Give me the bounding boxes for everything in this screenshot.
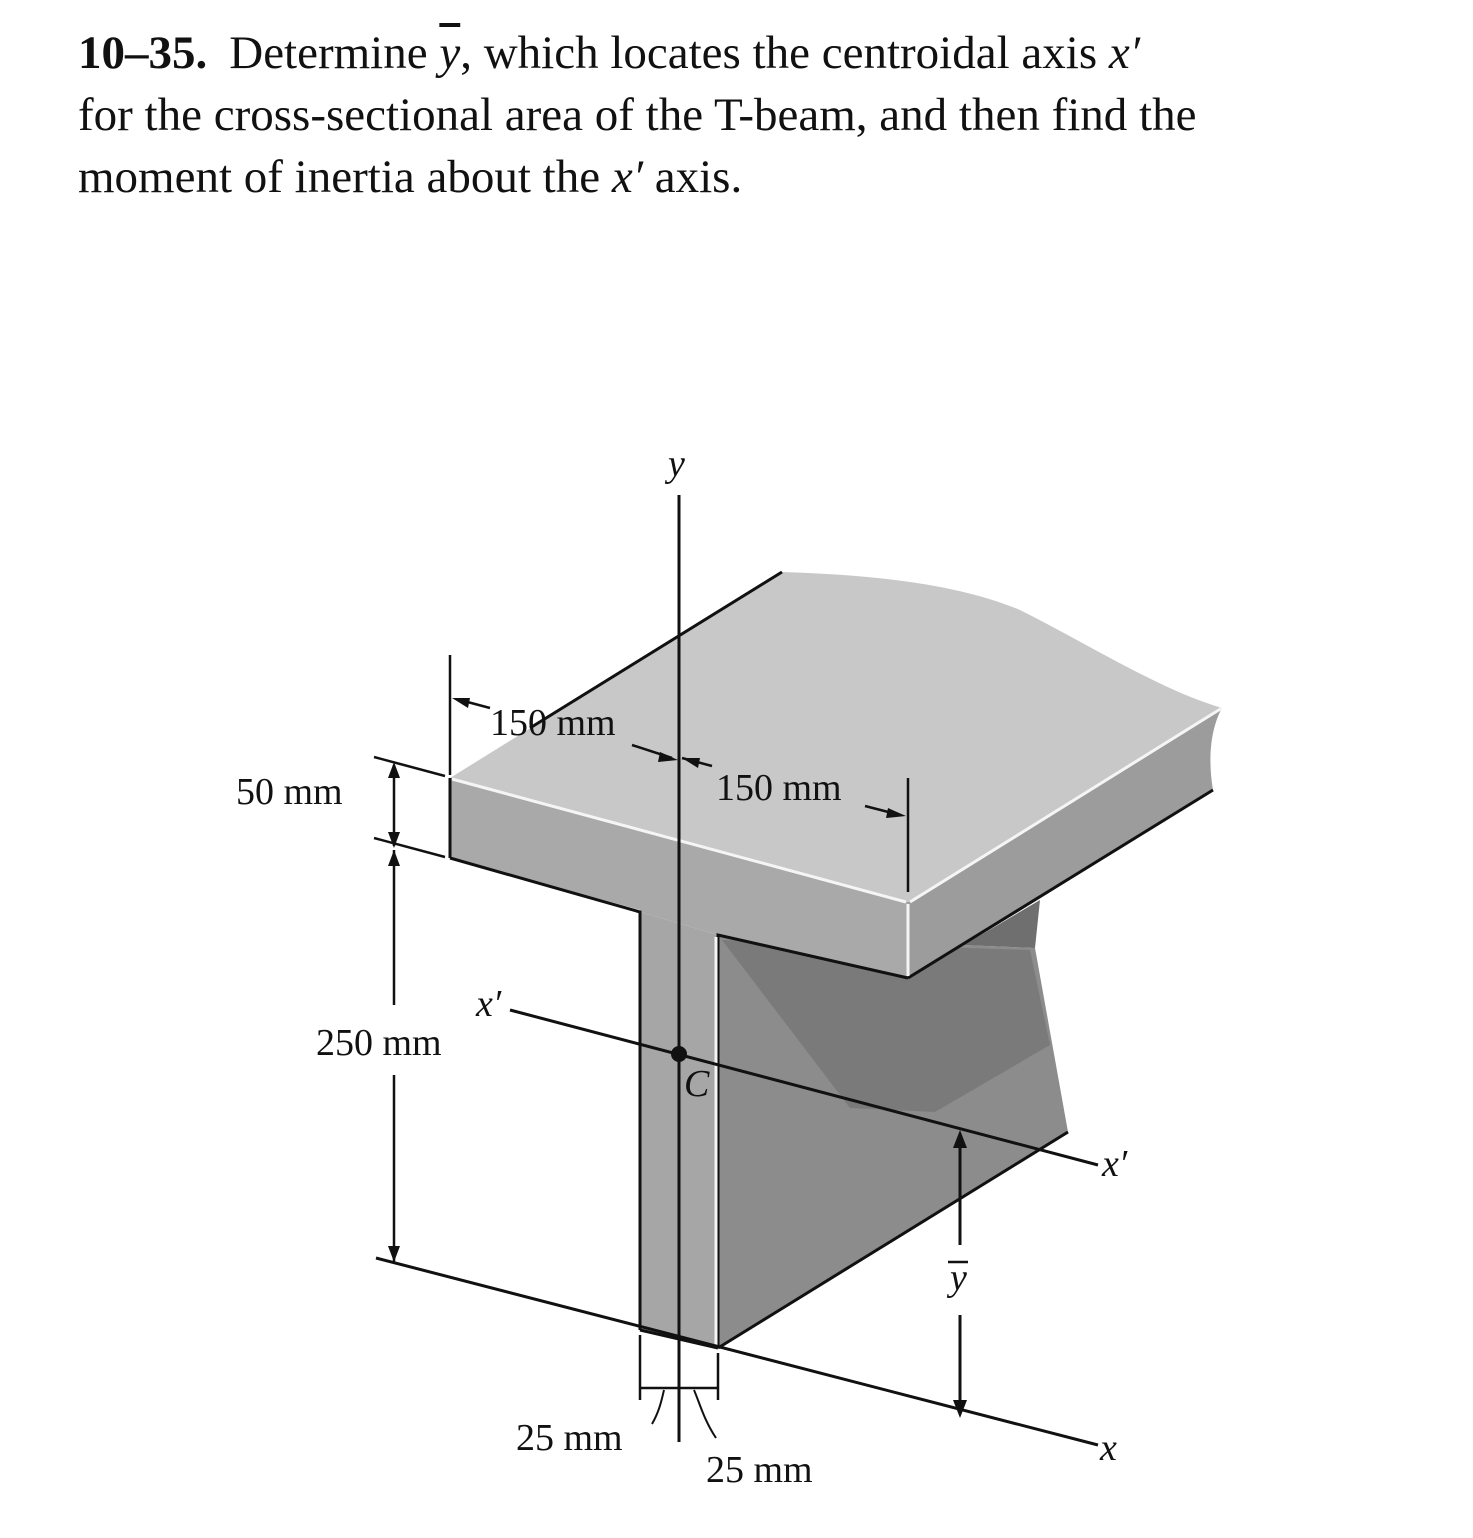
web-right-leader (694, 1390, 716, 1438)
thickness-ext-top (374, 757, 445, 776)
problem-text-1a: Determine (229, 27, 428, 79)
problem-text-1b: , which locates the centroidal axis (460, 27, 1098, 79)
web-right-half-label: 25 mm (706, 1449, 813, 1491)
flange-left-dim-label: 150 mm (490, 702, 616, 744)
xprime-symbol-2: x′ (611, 151, 643, 203)
flange-thickness-label: 50 mm (236, 771, 343, 813)
y-axis-label: y (668, 443, 685, 485)
web-leaders (652, 1390, 716, 1438)
x-axis-label: x (1100, 1427, 1117, 1469)
flange-thickness-dimension (374, 757, 445, 857)
thickness-ext-bottom (374, 838, 445, 857)
web-left-leader (652, 1390, 664, 1424)
flange-bottom-left-edge (450, 858, 640, 1330)
flange-left-arrow-start (452, 698, 470, 708)
problem-number: 10–35. (78, 27, 208, 79)
ybar-label: y (950, 1257, 967, 1299)
web-height-arrow-top (388, 850, 400, 866)
web-left-half-label: 25 mm (516, 1417, 623, 1459)
ybar-symbol: $\overline{y}$ (439, 27, 461, 79)
centroid-dot (671, 1046, 687, 1062)
problem-text-3a: moment of inertia about the (78, 151, 601, 203)
problem-line-2: for the cross-sectional area of the T-beam, and then find the (78, 89, 1197, 141)
problem-text-3b: axis. (654, 151, 743, 203)
xprime-symbol: x′ (1108, 27, 1141, 79)
centroid-label: C (684, 1063, 710, 1105)
x-prime-axis-label-right: x′ (1102, 1143, 1128, 1185)
web-height-arrow-bottom (388, 1246, 400, 1262)
x-prime-axis-label-left: x′ (476, 983, 502, 1025)
flange-right-dim-label: 150 mm (716, 767, 842, 809)
web-height-label: 250 mm (316, 1022, 442, 1064)
